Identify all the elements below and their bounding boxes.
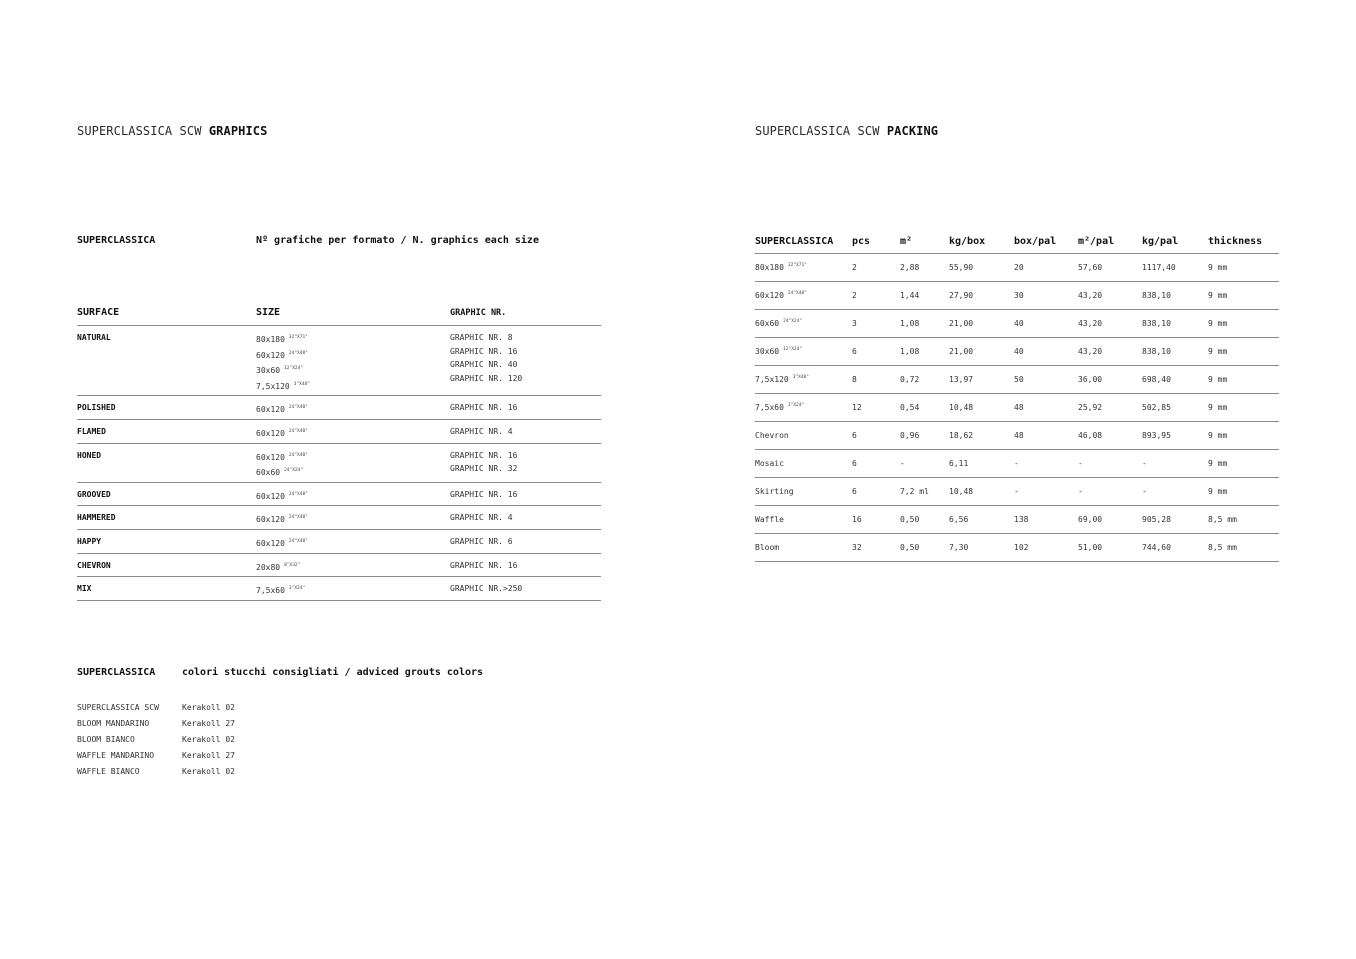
kgbox-cell: 10,48 — [949, 403, 974, 412]
packing-row — [755, 394, 1279, 422]
packing-inches: 24"X24" — [783, 319, 803, 324]
packing-name: Skirting — [755, 487, 794, 496]
surface-cell — [77, 331, 256, 393]
size-inches: 24"X24" — [284, 468, 304, 474]
surface-cell — [77, 425, 256, 441]
graphic-value: GRAPHIC NR.>250 — [450, 584, 523, 594]
graphics-brand: SUPERCLASSICA — [77, 235, 156, 246]
graphic-value: GRAPHIC NR. 6 — [450, 536, 513, 546]
size-line — [256, 401, 450, 417]
packing-header-boxpal: box/pal — [1014, 235, 1057, 247]
m2pal-cell: 43,20 — [1078, 319, 1103, 328]
size-value: 60x60 — [256, 468, 281, 478]
pcs-cell: 6 — [852, 487, 857, 496]
packing-name: 7,5x120 — [755, 375, 789, 384]
m2-cell: 1,08 — [900, 319, 920, 328]
packing-name-cell — [755, 263, 852, 272]
size-inches: 3"X48" — [293, 381, 310, 387]
packing-name-cell — [755, 459, 852, 468]
surface-cell — [77, 449, 256, 480]
grout-name: BLOOM MANDARINO — [77, 718, 150, 728]
surface-label: NATURAL — [77, 333, 111, 342]
kgpal-cell: 698,40 — [1142, 375, 1171, 384]
size-line — [256, 464, 450, 480]
graphic-value: GRAPHIC NR. 40 — [450, 360, 518, 370]
packing-name: Mosaic — [755, 459, 784, 468]
size-value: 80x180 — [256, 335, 285, 344]
packing-name-cell — [755, 543, 852, 552]
pcs-cell: 12 — [852, 403, 862, 412]
graphics-subtitle: Nº grafiche per formato / N. graphics each size — [256, 235, 539, 246]
pcs-cell: 2 — [852, 263, 857, 272]
m2pal-cell: 36,00 — [1078, 375, 1103, 384]
packing-title-bold: PACKING — [886, 124, 939, 138]
pcs-cell: 6 — [852, 431, 857, 440]
packing-inches: 3"X48" — [792, 375, 809, 380]
boxpal-cell: 30 — [1014, 291, 1024, 300]
packing-row — [755, 506, 1279, 534]
kgpal-cell: 744,60 — [1142, 543, 1171, 552]
grouts-list — [77, 699, 235, 779]
surface-header: SURFACE — [77, 307, 120, 318]
size-cell — [256, 488, 450, 504]
boxpal-cell: - — [1014, 487, 1019, 496]
surface-label: GROOVED — [77, 489, 111, 499]
m2-cell: 0,50 — [900, 543, 920, 552]
size-value: 60x120 — [256, 428, 285, 438]
graphic-value: GRAPHIC NR. 16 — [450, 489, 518, 499]
size-cell — [256, 559, 450, 575]
graphics-row — [77, 444, 601, 483]
packing-name: Waffle — [755, 515, 784, 524]
grout-row — [77, 715, 235, 731]
graphics-row — [77, 530, 601, 554]
packing-row — [755, 478, 1279, 506]
size-cell — [256, 425, 450, 441]
size-line — [256, 559, 450, 575]
size-inches: 12"X24" — [284, 366, 304, 372]
boxpal-cell: 48 — [1014, 431, 1024, 440]
size-cell — [256, 449, 450, 480]
m2pal-cell: 43,20 — [1078, 347, 1103, 356]
size-value: 20x80 — [256, 562, 281, 572]
boxpal-cell: 40 — [1014, 347, 1024, 356]
size-value: 60x120 — [256, 405, 285, 415]
surface-cell — [77, 488, 256, 504]
graphics-row — [77, 326, 601, 396]
surface-cell — [77, 401, 256, 417]
m2pal-cell: 43,20 — [1078, 291, 1103, 300]
m2pal-cell: 57,60 — [1078, 263, 1103, 272]
kgbox-cell: 55,90 — [949, 263, 974, 272]
grouts-subtitle: colori stucchi consigliati / adviced grouts colors — [182, 667, 484, 678]
packing-title-light: SUPERCLASSICA SCW — [755, 124, 880, 138]
graphics-row — [77, 396, 601, 420]
graphics-row — [77, 577, 601, 601]
grout-color: Kerakoll 02 — [182, 734, 235, 744]
kgbox-cell: 10,48 — [949, 487, 974, 496]
packing-name-cell — [755, 291, 852, 300]
packing-inches: 3"X24" — [787, 403, 805, 408]
size-inches: 24"X48" — [288, 515, 308, 521]
kgbox-cell: 27,90 — [949, 291, 974, 300]
pcs-cell: 3 — [852, 319, 857, 328]
grout-row — [77, 731, 235, 747]
packing-name: 30x60 — [755, 347, 780, 356]
graphics-row — [77, 420, 601, 444]
size-value: 60x120 — [256, 491, 285, 501]
thickness-cell: 9 mm — [1208, 263, 1228, 272]
size-inches: 32"X71" — [288, 335, 308, 340]
size-inches: 3"X24" — [288, 586, 306, 592]
surface-label: FLAMED — [77, 426, 106, 436]
surface-label: HAMMERED — [77, 513, 116, 523]
graphic-cell — [450, 582, 601, 598]
graphic-value: GRAPHIC NR. 8 — [450, 333, 513, 342]
packing-row — [755, 450, 1279, 478]
packing-title — [755, 124, 938, 138]
grout-color: Kerakoll 27 — [182, 750, 235, 760]
m2-cell: 2,88 — [900, 263, 920, 272]
grout-name: WAFFLE BIANCO — [77, 766, 140, 776]
boxpal-cell: 102 — [1014, 543, 1029, 552]
graphics-table-body — [77, 326, 601, 601]
packing-table — [755, 229, 1279, 562]
kgpal-cell: 905,28 — [1142, 515, 1171, 524]
packing-name-cell — [755, 319, 852, 328]
graphic-value: GRAPHIC NR. 4 — [450, 513, 513, 523]
grout-row — [77, 699, 235, 715]
graphic-cell — [450, 488, 601, 504]
size-inches: 24"X48" — [288, 428, 308, 434]
kgbox-cell: 21,00 — [949, 319, 974, 328]
size-inches: 24"X48" — [288, 350, 308, 356]
packing-table-header — [755, 229, 1279, 254]
graphic-value: GRAPHIC NR. 16 — [450, 403, 518, 413]
m2-cell: 1,08 — [900, 347, 920, 356]
thickness-cell: 9 mm — [1208, 487, 1228, 496]
boxpal-cell: 20 — [1014, 263, 1024, 272]
surface-label: HAPPY — [77, 536, 102, 546]
kgbox-cell: 21,00 — [949, 347, 974, 356]
m2-cell: 0,72 — [900, 375, 920, 384]
packing-name-cell — [755, 375, 852, 384]
graphics-title — [77, 124, 267, 138]
kgbox-cell: 13,97 — [949, 375, 974, 384]
m2pal-cell: 51,00 — [1078, 543, 1103, 552]
surface-label: HONED — [77, 450, 102, 460]
packing-name: 60x120 — [755, 291, 784, 300]
graphic-cell — [450, 559, 601, 575]
size-value: 60x120 — [256, 452, 285, 462]
graphic-cell — [450, 511, 601, 527]
packing-row — [755, 254, 1279, 282]
boxpal-cell: 50 — [1014, 375, 1024, 384]
grout-color: Kerakoll 02 — [182, 702, 235, 712]
grout-row — [77, 763, 235, 779]
size-cell — [256, 401, 450, 417]
thickness-cell: 9 mm — [1208, 403, 1228, 412]
graphics-row — [77, 506, 601, 530]
kgpal-cell: 838,10 — [1142, 319, 1171, 328]
m2pal-cell: 46,08 — [1078, 431, 1103, 440]
m2-cell: 7,2 ml — [900, 487, 929, 496]
size-inches: 24"X48" — [288, 538, 308, 544]
packing-header-kgpal: kg/pal — [1142, 235, 1179, 247]
graphics-table — [77, 300, 601, 601]
packing-name: 7,5x60 — [755, 403, 784, 412]
packing-row — [755, 282, 1279, 310]
packing-name-cell — [755, 515, 852, 524]
m2pal-cell: - — [1078, 459, 1083, 468]
size-cell — [256, 535, 450, 551]
kgpal-cell: - — [1142, 487, 1147, 496]
surface-label: POLISHED — [77, 403, 116, 413]
packing-header-m2pal: m²/pal — [1078, 235, 1115, 247]
boxpal-cell: 138 — [1014, 515, 1029, 524]
kgpal-cell: 1117,40 — [1142, 263, 1176, 272]
size-line — [256, 582, 450, 598]
size-line — [256, 347, 450, 363]
thickness-cell: 9 mm — [1208, 291, 1228, 300]
boxpal-cell: - — [1014, 459, 1019, 468]
graphic-cell — [450, 449, 601, 480]
kgbox-cell: 18,62 — [949, 431, 974, 440]
thickness-cell: 9 mm — [1208, 431, 1228, 440]
packing-name-cell — [755, 403, 852, 412]
size-cell — [256, 582, 450, 598]
packing-row — [755, 422, 1279, 450]
kgpal-cell: - — [1142, 459, 1147, 468]
pcs-cell: 2 — [852, 291, 857, 300]
graphics-row — [77, 554, 601, 578]
pcs-cell: 6 — [852, 459, 857, 468]
size-line — [256, 535, 450, 551]
graphics-row — [77, 483, 601, 507]
packing-name: 60x60 — [755, 319, 780, 328]
packing-header-m2: m² — [900, 235, 913, 247]
packing-name: 80x180 — [755, 263, 784, 272]
thickness-cell: 8,5 mm — [1208, 543, 1237, 552]
graphic-cell — [450, 401, 601, 417]
graphic-value: GRAPHIC NR. 16 — [450, 450, 518, 460]
pcs-cell: 16 — [852, 515, 862, 524]
graphic-cell — [450, 535, 601, 551]
pcs-cell: 8 — [852, 375, 857, 384]
grout-row — [77, 747, 235, 763]
packing-header-thickness: thickness — [1208, 235, 1263, 247]
boxpal-cell: 40 — [1014, 319, 1024, 328]
thickness-cell: 8,5 mm — [1208, 515, 1237, 524]
surface-cell — [77, 559, 256, 575]
thickness-cell: 9 mm — [1208, 319, 1228, 328]
size-inches: 8"X32" — [284, 562, 301, 568]
thickness-cell: 9 mm — [1208, 375, 1228, 384]
size-cell — [256, 331, 450, 393]
size-inches: 24"X48" — [288, 452, 308, 458]
pcs-cell: 6 — [852, 347, 857, 356]
grout-name: BLOOM BIANCO — [77, 734, 135, 744]
packing-name-cell — [755, 347, 852, 356]
grout-color: Kerakoll 27 — [182, 718, 235, 728]
graphics-title-light: SUPERCLASSICA SCW — [77, 124, 202, 138]
packing-name: Chevron — [755, 431, 789, 440]
size-line — [256, 449, 450, 465]
size-cell — [256, 511, 450, 527]
kgpal-cell: 838,10 — [1142, 347, 1171, 356]
graphics-title-bold: GRAPHICS — [208, 124, 268, 138]
kgbox-cell: 7,30 — [949, 543, 969, 552]
surface-label: CHEVRON — [77, 560, 111, 570]
packing-row — [755, 310, 1279, 338]
kgpal-cell: 893,95 — [1142, 431, 1171, 440]
packing-name-cell — [755, 431, 852, 440]
kgpal-cell: 838,10 — [1142, 291, 1171, 300]
size-value: 60x120 — [256, 515, 285, 525]
boxpal-cell: 48 — [1014, 403, 1024, 412]
size-line — [256, 378, 450, 394]
packing-inches: 12"X24" — [783, 347, 803, 352]
m2-cell: 0,96 — [900, 431, 920, 440]
m2-cell: 0,50 — [900, 515, 920, 524]
packing-name: Bloom — [755, 543, 780, 552]
packing-inches: 32"X71" — [787, 263, 807, 268]
packing-row — [755, 366, 1279, 394]
size-value: 7,5x60 — [256, 586, 285, 596]
size-header: SIZE — [256, 307, 281, 318]
packing-header-pcs: pcs — [852, 235, 871, 247]
size-value: 60x120 — [256, 538, 285, 548]
kgbox-cell: 6,11 — [949, 459, 969, 468]
graphic-cell — [450, 331, 601, 393]
graphics-table-header — [77, 300, 601, 326]
thickness-cell: 9 mm — [1208, 347, 1228, 356]
packing-header-kgbox: kg/box — [949, 235, 986, 247]
size-inches: 24"X48" — [288, 405, 308, 411]
graphic-cell — [450, 425, 601, 441]
packing-row — [755, 534, 1279, 562]
grout-color: Kerakoll 02 — [182, 766, 235, 776]
graphic-value: GRAPHIC NR. 16 — [450, 346, 518, 356]
m2pal-cell: - — [1078, 487, 1083, 496]
size-line — [256, 488, 450, 504]
m2-cell: 1,44 — [900, 291, 920, 300]
graphic-value: GRAPHIC NR. 4 — [450, 426, 513, 436]
size-line — [256, 511, 450, 527]
kgbox-cell: 6,56 — [949, 515, 969, 524]
size-line — [256, 362, 450, 378]
packing-header-name: SUPERCLASSICA — [755, 235, 834, 247]
size-value: 60x120 — [256, 350, 285, 360]
m2pal-cell: 25,92 — [1078, 403, 1103, 412]
grout-name: SUPERCLASSICA SCW — [77, 702, 159, 712]
packing-inches: 24"X48" — [787, 291, 807, 296]
packing-row — [755, 338, 1279, 366]
size-inches: 24"X48" — [288, 491, 308, 497]
surface-cell — [77, 535, 256, 551]
packing-table-body — [755, 254, 1279, 562]
packing-name-cell — [755, 487, 852, 496]
m2-cell: 0,54 — [900, 403, 920, 412]
graphic-header: GRAPHIC NR. — [450, 307, 507, 318]
size-line — [256, 331, 450, 347]
graphic-value: GRAPHIC NR. 120 — [450, 373, 523, 383]
grouts-brand: SUPERCLASSICA — [77, 667, 156, 678]
grout-name: WAFFLE MANDARINO — [77, 750, 155, 760]
surface-cell — [77, 511, 256, 527]
surface-cell — [77, 582, 256, 598]
size-value: 30x60 — [256, 366, 281, 376]
m2pal-cell: 69,00 — [1078, 515, 1103, 524]
m2-cell: - — [900, 459, 905, 468]
kgpal-cell: 502,85 — [1142, 403, 1171, 412]
pcs-cell: 32 — [852, 543, 862, 552]
size-line — [256, 425, 450, 441]
size-value: 7,5x120 — [256, 381, 290, 391]
graphic-value: GRAPHIC NR. 16 — [450, 560, 518, 570]
thickness-cell: 9 mm — [1208, 459, 1228, 468]
graphic-value: GRAPHIC NR. 32 — [450, 464, 518, 474]
surface-label: MIX — [77, 584, 92, 594]
